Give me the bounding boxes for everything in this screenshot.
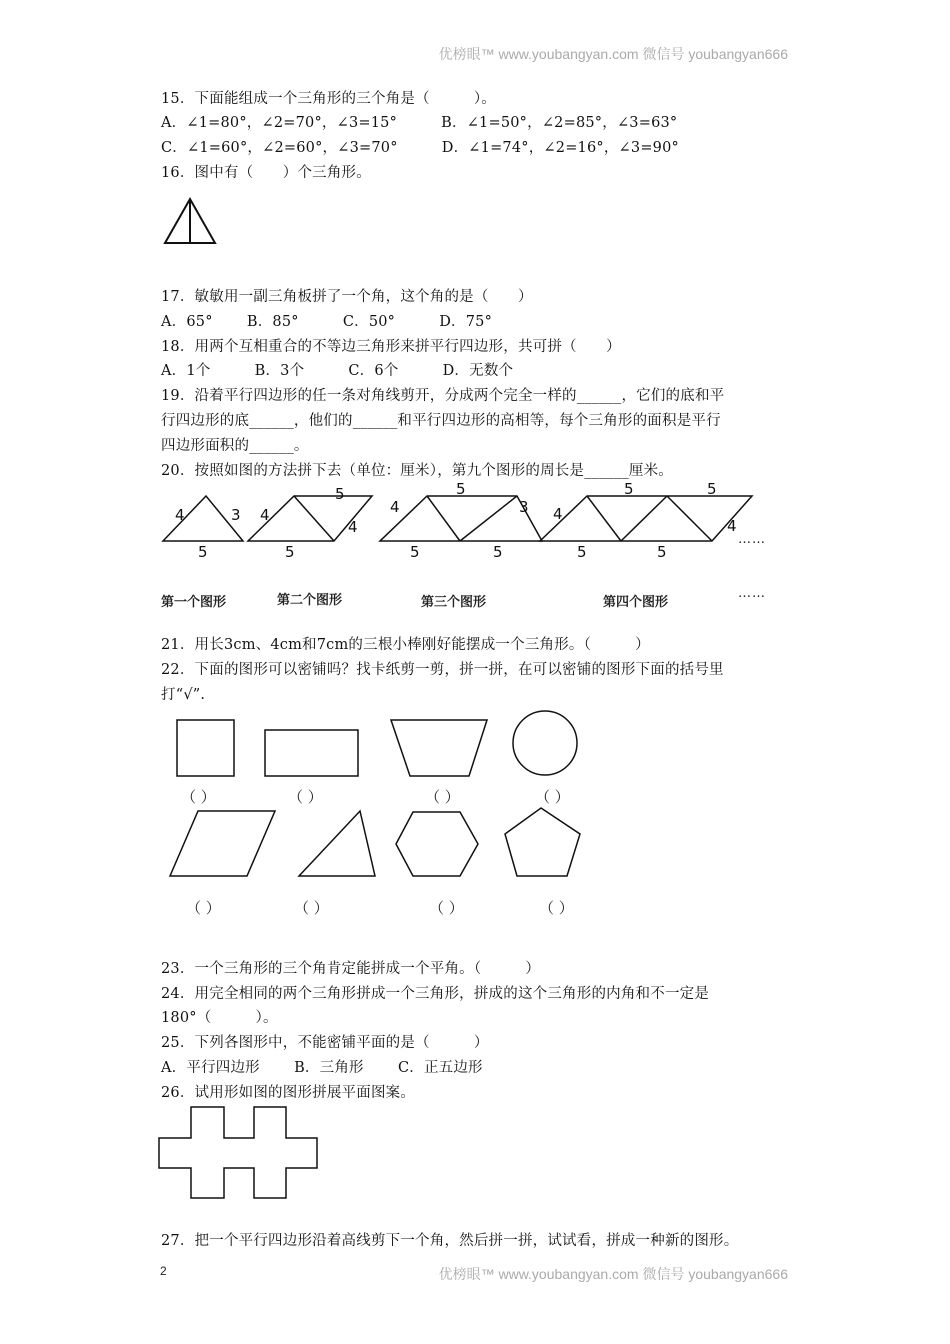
num-5: 5 (707, 480, 717, 498)
num-4: 4 (260, 506, 270, 524)
num-3: 3 (519, 498, 529, 516)
q19-line-1: 19．沿着平行四边形的任一条对角线剪开，分成两个完全一样的______，它们的底和平 (161, 388, 725, 404)
num-4: 4 (390, 498, 400, 516)
num-5: 5 (285, 543, 295, 561)
q22-shapes (170, 711, 580, 876)
ellipsis-bottom: …… (738, 586, 766, 601)
num-5: 5 (456, 480, 466, 498)
q17-options: A．65° B．85° C．50° D．75° (161, 314, 493, 330)
num-5: 5 (410, 543, 420, 561)
pentagon-shape (505, 808, 580, 876)
q20-side-numbers (175, 480, 737, 561)
q19-line-2: 行四边形的底______，他们的______和平行四边形的高相等，每个三角形的面积是平行 (161, 413, 721, 429)
num-3: 3 (231, 506, 241, 524)
hexagon-shape (396, 812, 478, 876)
q26-stem: 26．试用形如图的图形拼展平面图案。 (161, 1085, 416, 1101)
parallelogram-shape (170, 811, 275, 876)
rectangle-shape (265, 730, 358, 776)
num-5: 5 (493, 543, 503, 561)
answer-paren[interactable]: （ ） (294, 899, 329, 917)
answer-paren[interactable]: （ ） (429, 899, 464, 917)
triangle-shape (299, 811, 375, 876)
q15-stem: 15．下面能组成一个三角形的三个角是（ ）。 (161, 91, 496, 107)
page-number: 2 (160, 1264, 167, 1278)
q15-options-ab: A．∠1=80°，∠2=70°，∠3=15° B．∠1=50°，∠2=85°，∠3=63° (161, 115, 678, 131)
q16-stem: 16．图中有（ ）个三角形。 (161, 165, 371, 181)
figure-label-2: 第二个图形 (277, 593, 343, 608)
q27-stem: 27．把一个平行四边形沿着高线剪下一个角，然后拼一拼，试试看，拼成一种新的图形。 (161, 1233, 739, 1249)
q18-options: A．1个 B．3个 C．6个 D．无数个 (161, 363, 514, 379)
answer-paren[interactable]: （ ） (539, 899, 574, 917)
q15-options-cd: C．∠1=60°，∠2=60°，∠3=70° D．∠1=74°，∠2=16°，∠3=90° (161, 140, 679, 156)
watermark-top: 优榜眼™ www.youbangyan.com 微信号 youbangyan666 (438, 46, 788, 62)
figure-label-3: 第三个图形 (421, 595, 487, 610)
q26-cross-figure (159, 1107, 317, 1198)
answer-paren[interactable]: （ ） (425, 788, 460, 806)
q22-line-1: 22．下面的图形可以密铺吗？找卡纸剪一剪，拼一拼，在可以密铺的图形下面的括号里 (161, 662, 724, 678)
num-4: 4 (348, 518, 358, 536)
q24-line-2: 180°（ ）。 (161, 1010, 278, 1026)
q25-stem: 25．下列各图形中，不能密铺平面的是（ ） (161, 1035, 489, 1051)
num-5: 5 (335, 485, 345, 503)
answer-paren[interactable]: （ ） (186, 899, 221, 917)
q20-pattern-figure (163, 496, 752, 541)
figure-label-4: 第四个图形 (603, 595, 669, 610)
q23-stem: 23．一个三角形的三个角肯定能拼成一个平角。（ ） (161, 961, 541, 977)
trapezoid-shape (391, 720, 487, 776)
q20-stem: 20．按照如图的方法拼下去（单位：厘米），第九个图形的周长是______厘米。 (161, 463, 673, 479)
q24-line-1: 24．用完全相同的两个三角形拼成一个三角形，拼成的这个三角形的内角和不一定是 (161, 986, 710, 1002)
answer-paren[interactable]: （ ） (181, 788, 216, 806)
square-shape (177, 720, 234, 776)
num-5: 5 (624, 480, 634, 498)
q16-triangle-figure (165, 199, 215, 243)
q17-stem: 17．敏敏用一副三角板拼了一个角，这个角的是（ ） (161, 289, 533, 305)
q18-stem: 18．用两个互相重合的不等边三角形来拼平行四边形，共可拼（ ） (161, 339, 621, 355)
figure-label-1: 第一个图形 (161, 595, 227, 610)
q25-options: A．平行四边形 B．三角形 C．正五边形 (161, 1060, 483, 1076)
answer-paren[interactable]: （ ） (288, 788, 323, 806)
circle-shape (513, 711, 577, 775)
num-4: 4 (175, 506, 185, 524)
answer-paren[interactable]: （ ） (535, 788, 570, 806)
q21-stem: 21．用长3cm、4cm和7cm的三根小棒刚好能摆成一个三角形。（ ） (161, 637, 650, 653)
num-5: 5 (657, 543, 667, 561)
num-5: 5 (577, 543, 587, 561)
num-5: 5 (198, 543, 208, 561)
num-4: 4 (727, 517, 737, 535)
q22-line-2: 打“√”. (161, 687, 206, 703)
watermark-bottom: 优榜眼™ www.youbangyan.com 微信号 youbangyan666 (438, 1266, 788, 1282)
ellipsis-top: …… (738, 532, 766, 547)
q19-line-3: 四边形面积的______。 (161, 438, 309, 454)
num-4: 4 (553, 505, 563, 523)
